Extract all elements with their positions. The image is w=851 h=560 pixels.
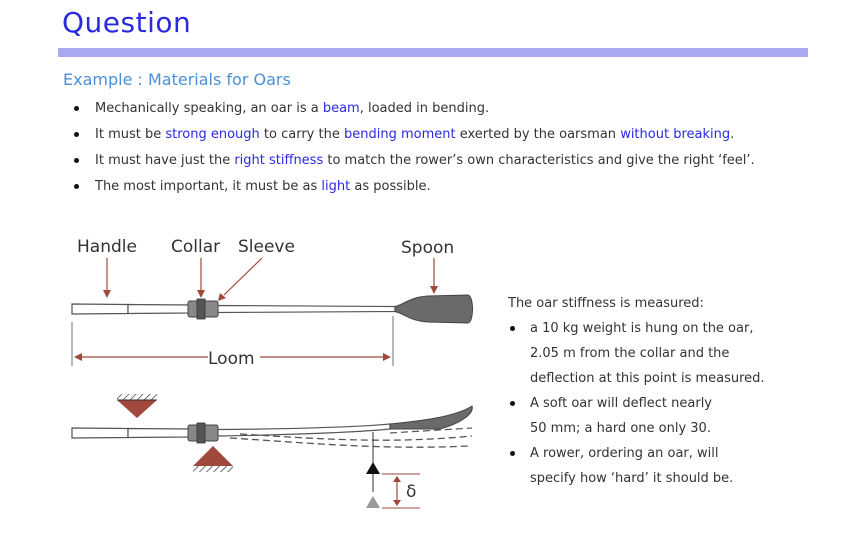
highlight-text: light	[321, 179, 351, 194]
label-arrows	[103, 258, 438, 301]
title-underline	[58, 48, 808, 57]
highlight-text: without breaking	[620, 127, 731, 142]
highlight-text: beam	[322, 101, 360, 116]
bullet-text: It must be	[95, 127, 166, 142]
bullet-text: to match the rower’s own characteristics and give the right ‘feel’.	[323, 153, 755, 168]
stiffness-line: deflection at this point is measured.	[530, 371, 765, 386]
bullet-text: to carry the	[259, 127, 344, 142]
stiffness-line: a 10 kg weight is hung on the oar,	[530, 321, 754, 336]
highlight-text: right stiffness	[234, 153, 324, 168]
stiffness-line: specify how ‘hard’ it should be.	[530, 471, 734, 486]
stiffness-line: A rower, ordering an oar, will	[530, 446, 719, 461]
label-handle: Handle	[77, 237, 137, 257]
bullet-text: , loaded in bending.	[359, 101, 490, 116]
label-delta: δ	[406, 482, 417, 502]
stiffness-intro: The oar stiffness is measured:	[508, 296, 704, 311]
bullet-item	[72, 176, 755, 202]
bullet-text: The most important, it must be as	[95, 179, 322, 194]
bullet-item	[72, 124, 755, 150]
stiffness-notes	[508, 291, 765, 491]
stiffness-item	[508, 441, 765, 491]
bullet-text: It must have just the	[95, 153, 235, 168]
bullet-text: as possible.	[350, 179, 431, 194]
stiffness-line: 50 mm; a hard one only 30.	[530, 421, 711, 436]
bullet-item	[72, 150, 755, 176]
label-loom: Loom	[208, 349, 255, 369]
stiffness-line: 2.05 m from the collar and the	[530, 346, 730, 361]
stiffness-line: A soft oar will deflect nearly	[530, 396, 712, 411]
oar-diagram	[60, 222, 480, 522]
label-spoon: Spoon	[401, 238, 455, 258]
stiffness-item	[508, 316, 765, 391]
stiffness-list	[508, 316, 765, 491]
stiffness-item	[508, 391, 765, 441]
bullet-text: exerted by the oarsman	[455, 127, 621, 142]
bullet-list	[72, 98, 755, 202]
bullet-item	[72, 98, 755, 124]
page-title: Question	[62, 6, 192, 39]
oar-straight	[72, 295, 473, 323]
highlight-text: strong enough	[165, 127, 260, 142]
label-collar: Collar	[171, 237, 221, 257]
highlight-text: bending moment	[343, 127, 456, 142]
label-sleeve: Sleeve	[238, 237, 295, 257]
bullet-text: Mechanically speaking, an oar is a	[95, 101, 323, 116]
bullet-text: .	[730, 127, 735, 142]
section-subtitle: Example : Materials for Oars	[63, 70, 291, 89]
